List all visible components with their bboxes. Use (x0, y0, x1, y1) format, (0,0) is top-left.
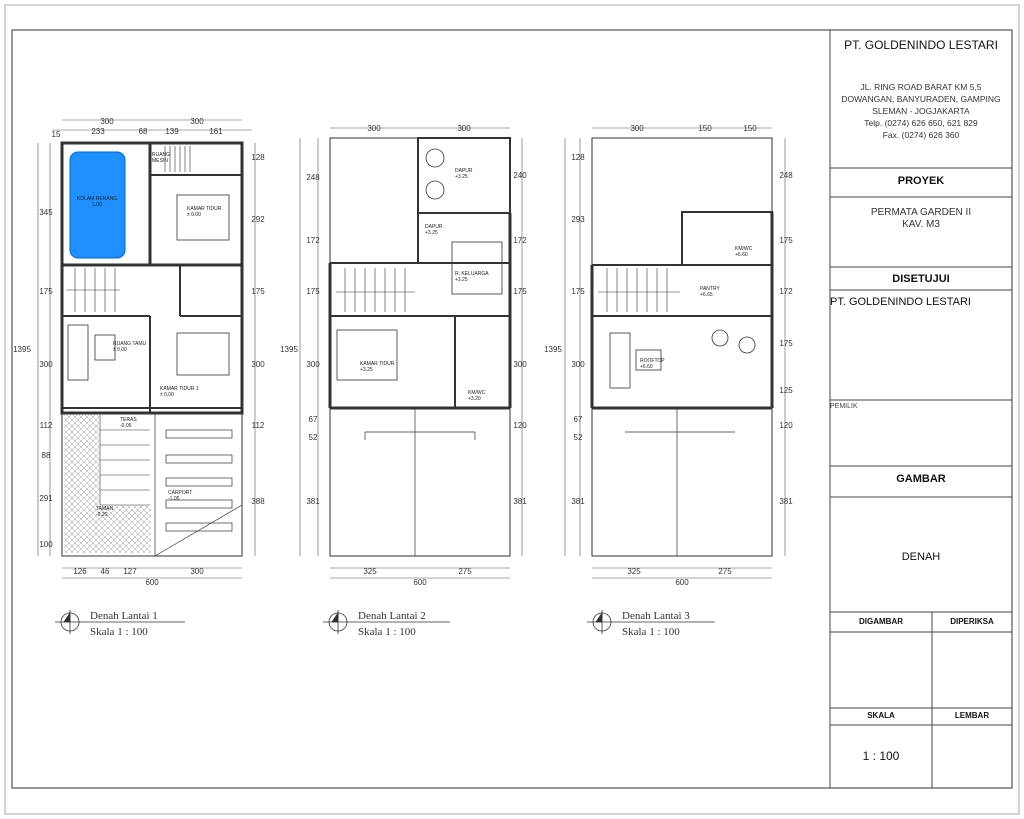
floor-plan-2 (280, 124, 527, 587)
dimension: 300 (251, 360, 265, 369)
dimension: 68 (138, 127, 148, 136)
room-label: DAPUR +3.25 (425, 224, 443, 236)
dimension: 120 (513, 421, 527, 430)
dimension: 46 (100, 567, 110, 576)
title-block (830, 30, 1012, 788)
address-line: SLEMAN - JOGJAKARTA (872, 106, 970, 116)
overall-dimension: 1395 (280, 345, 298, 354)
dimension: 233 (91, 127, 105, 136)
room-label: KM/WC +6.60 (735, 246, 753, 258)
room-label: KAMAR TIDUR 1 ± 0,00 (160, 386, 199, 398)
dimension: 67 (573, 415, 583, 424)
dimension: 175 (513, 287, 527, 296)
overall-dimension: 1395 (13, 345, 31, 354)
dimension: 325 (363, 567, 377, 576)
dimension: 388 (251, 497, 265, 506)
company-name: PT. GOLDENINDO LESTARI (844, 38, 998, 52)
dimension: 175 (39, 287, 53, 296)
dimension: 300 (100, 117, 114, 126)
dimension: 600 (413, 578, 427, 587)
dimension: 112 (251, 421, 265, 430)
lembar-label: LEMBAR (954, 711, 990, 720)
dimension: 600 (675, 578, 689, 587)
dimension: 150 (743, 124, 757, 133)
dimension: 172 (779, 287, 793, 296)
dimension: 175 (779, 236, 793, 245)
dimension: 248 (779, 171, 793, 180)
room-label: DAPUR +3.25 (455, 168, 473, 180)
dimension: 175 (251, 287, 265, 296)
dimension: 175 (306, 287, 320, 296)
gambar-value: DENAH (901, 551, 941, 563)
dimension: 381 (571, 497, 585, 506)
gambar-label: GAMBAR (896, 473, 946, 485)
dimension: 345 (39, 208, 53, 217)
proyek-line: PERMATA GARDEN II (870, 207, 972, 218)
dimension: 275 (458, 567, 472, 576)
disetujui-value: PT. GOLDENINDO LESTARI (830, 296, 971, 308)
plan-scale: Skala 1 : 100 (90, 626, 148, 638)
dimension: 172 (306, 236, 320, 245)
dimension: 293 (571, 215, 585, 224)
address-line: JL. RING ROAD BARAT KM 5,5 (860, 82, 982, 92)
address-line: DOWANGAN, BANYURADEN, GAMPING (841, 94, 1001, 104)
room-label: R. KELUARGA +3.25 (455, 271, 489, 283)
room-label: RUANG MESIN (152, 152, 171, 164)
plan-scale: Skala 1 : 100 (358, 626, 416, 638)
dimension: 300 (190, 117, 204, 126)
proyek-label: PROYEK (897, 175, 945, 187)
dimension: 127 (123, 567, 137, 576)
diperiksa-label: DIPERIKSA (950, 617, 994, 626)
room-label: TAMAN -0.20 (96, 506, 114, 518)
plan-caption: Denah Lantai 2 (358, 610, 426, 622)
floor-plan-3 (544, 124, 793, 587)
room-label: KAMAR TIDUR +3.25 (360, 361, 395, 373)
overall-dimension: 1395 (544, 345, 562, 354)
digambar-label: DIGAMBAR (859, 617, 903, 626)
dimension: 175 (571, 287, 585, 296)
dimension: 175 (779, 339, 793, 348)
dimension: 120 (779, 421, 793, 430)
dimension: 381 (513, 497, 527, 506)
room-label: PANTRY +6.65 (700, 286, 720, 298)
dimension: 300 (630, 124, 644, 133)
dimension: 172 (513, 236, 527, 245)
room-label: KM/WC +3.20 (468, 390, 486, 402)
dimension: 128 (571, 153, 585, 162)
room-label: KOLAM RENANG 1.00 (76, 196, 118, 208)
skala-value: 1 : 100 (862, 749, 900, 763)
dimension: 52 (573, 433, 583, 442)
address-line: Fax. (0274) 626 360 (882, 130, 960, 140)
dimension: 15 (51, 130, 61, 139)
dimension: 291 (39, 494, 53, 503)
dimension: 150 (698, 124, 712, 133)
dimension: 300 (457, 124, 471, 133)
skala-label: SKALA (867, 711, 895, 720)
dimension: 300 (190, 567, 204, 576)
dimension: 300 (39, 360, 53, 369)
room-label: CARPORT -1.05 (168, 490, 193, 502)
dimension: 300 (306, 360, 320, 369)
dimension: 112 (39, 421, 53, 430)
dimension: 125 (779, 386, 793, 395)
dimension: 128 (251, 153, 265, 162)
dimension: 52 (308, 433, 318, 442)
proyek-line: KAV. M3 (902, 219, 940, 230)
plan-caption: Denah Lantai 3 (622, 610, 690, 622)
floor-plan-1 (13, 117, 265, 587)
dimension: 248 (306, 173, 320, 182)
dimension: 126 (73, 567, 87, 576)
dimension: 325 (627, 567, 641, 576)
plan-scale: Skala 1 : 100 (622, 626, 680, 638)
room-label: ROOFTOP +6.60 (640, 358, 665, 370)
dimension: 161 (209, 127, 223, 136)
plan-caption: Denah Lantai 1 (90, 610, 158, 622)
dimension: 600 (145, 578, 159, 587)
dimension: 275 (718, 567, 732, 576)
dimension: 300 (571, 360, 585, 369)
garden-hatch (64, 415, 99, 553)
dimension: 292 (251, 215, 265, 224)
dimension: 88 (41, 451, 51, 460)
room-label: RUANG TAMU ± 0,00 (113, 341, 147, 353)
pemilik-label: PEMILIK (830, 403, 858, 410)
room-label: TERAS -0.05 (120, 417, 137, 429)
disetujui-label: DISETUJUI (892, 273, 950, 285)
dimension: 381 (779, 497, 793, 506)
dimension: 139 (165, 127, 179, 136)
dimension: 300 (513, 360, 527, 369)
dimension: 240 (513, 171, 527, 180)
room-label: KAMAR TIDUR ± 0.00 (187, 206, 222, 218)
dimension: 300 (367, 124, 381, 133)
address-line: Telp. (0274) 626 650, 621 829 (864, 118, 978, 128)
dimension: 100 (39, 540, 53, 549)
dimension: 67 (308, 415, 318, 424)
dimension: 381 (306, 497, 320, 506)
